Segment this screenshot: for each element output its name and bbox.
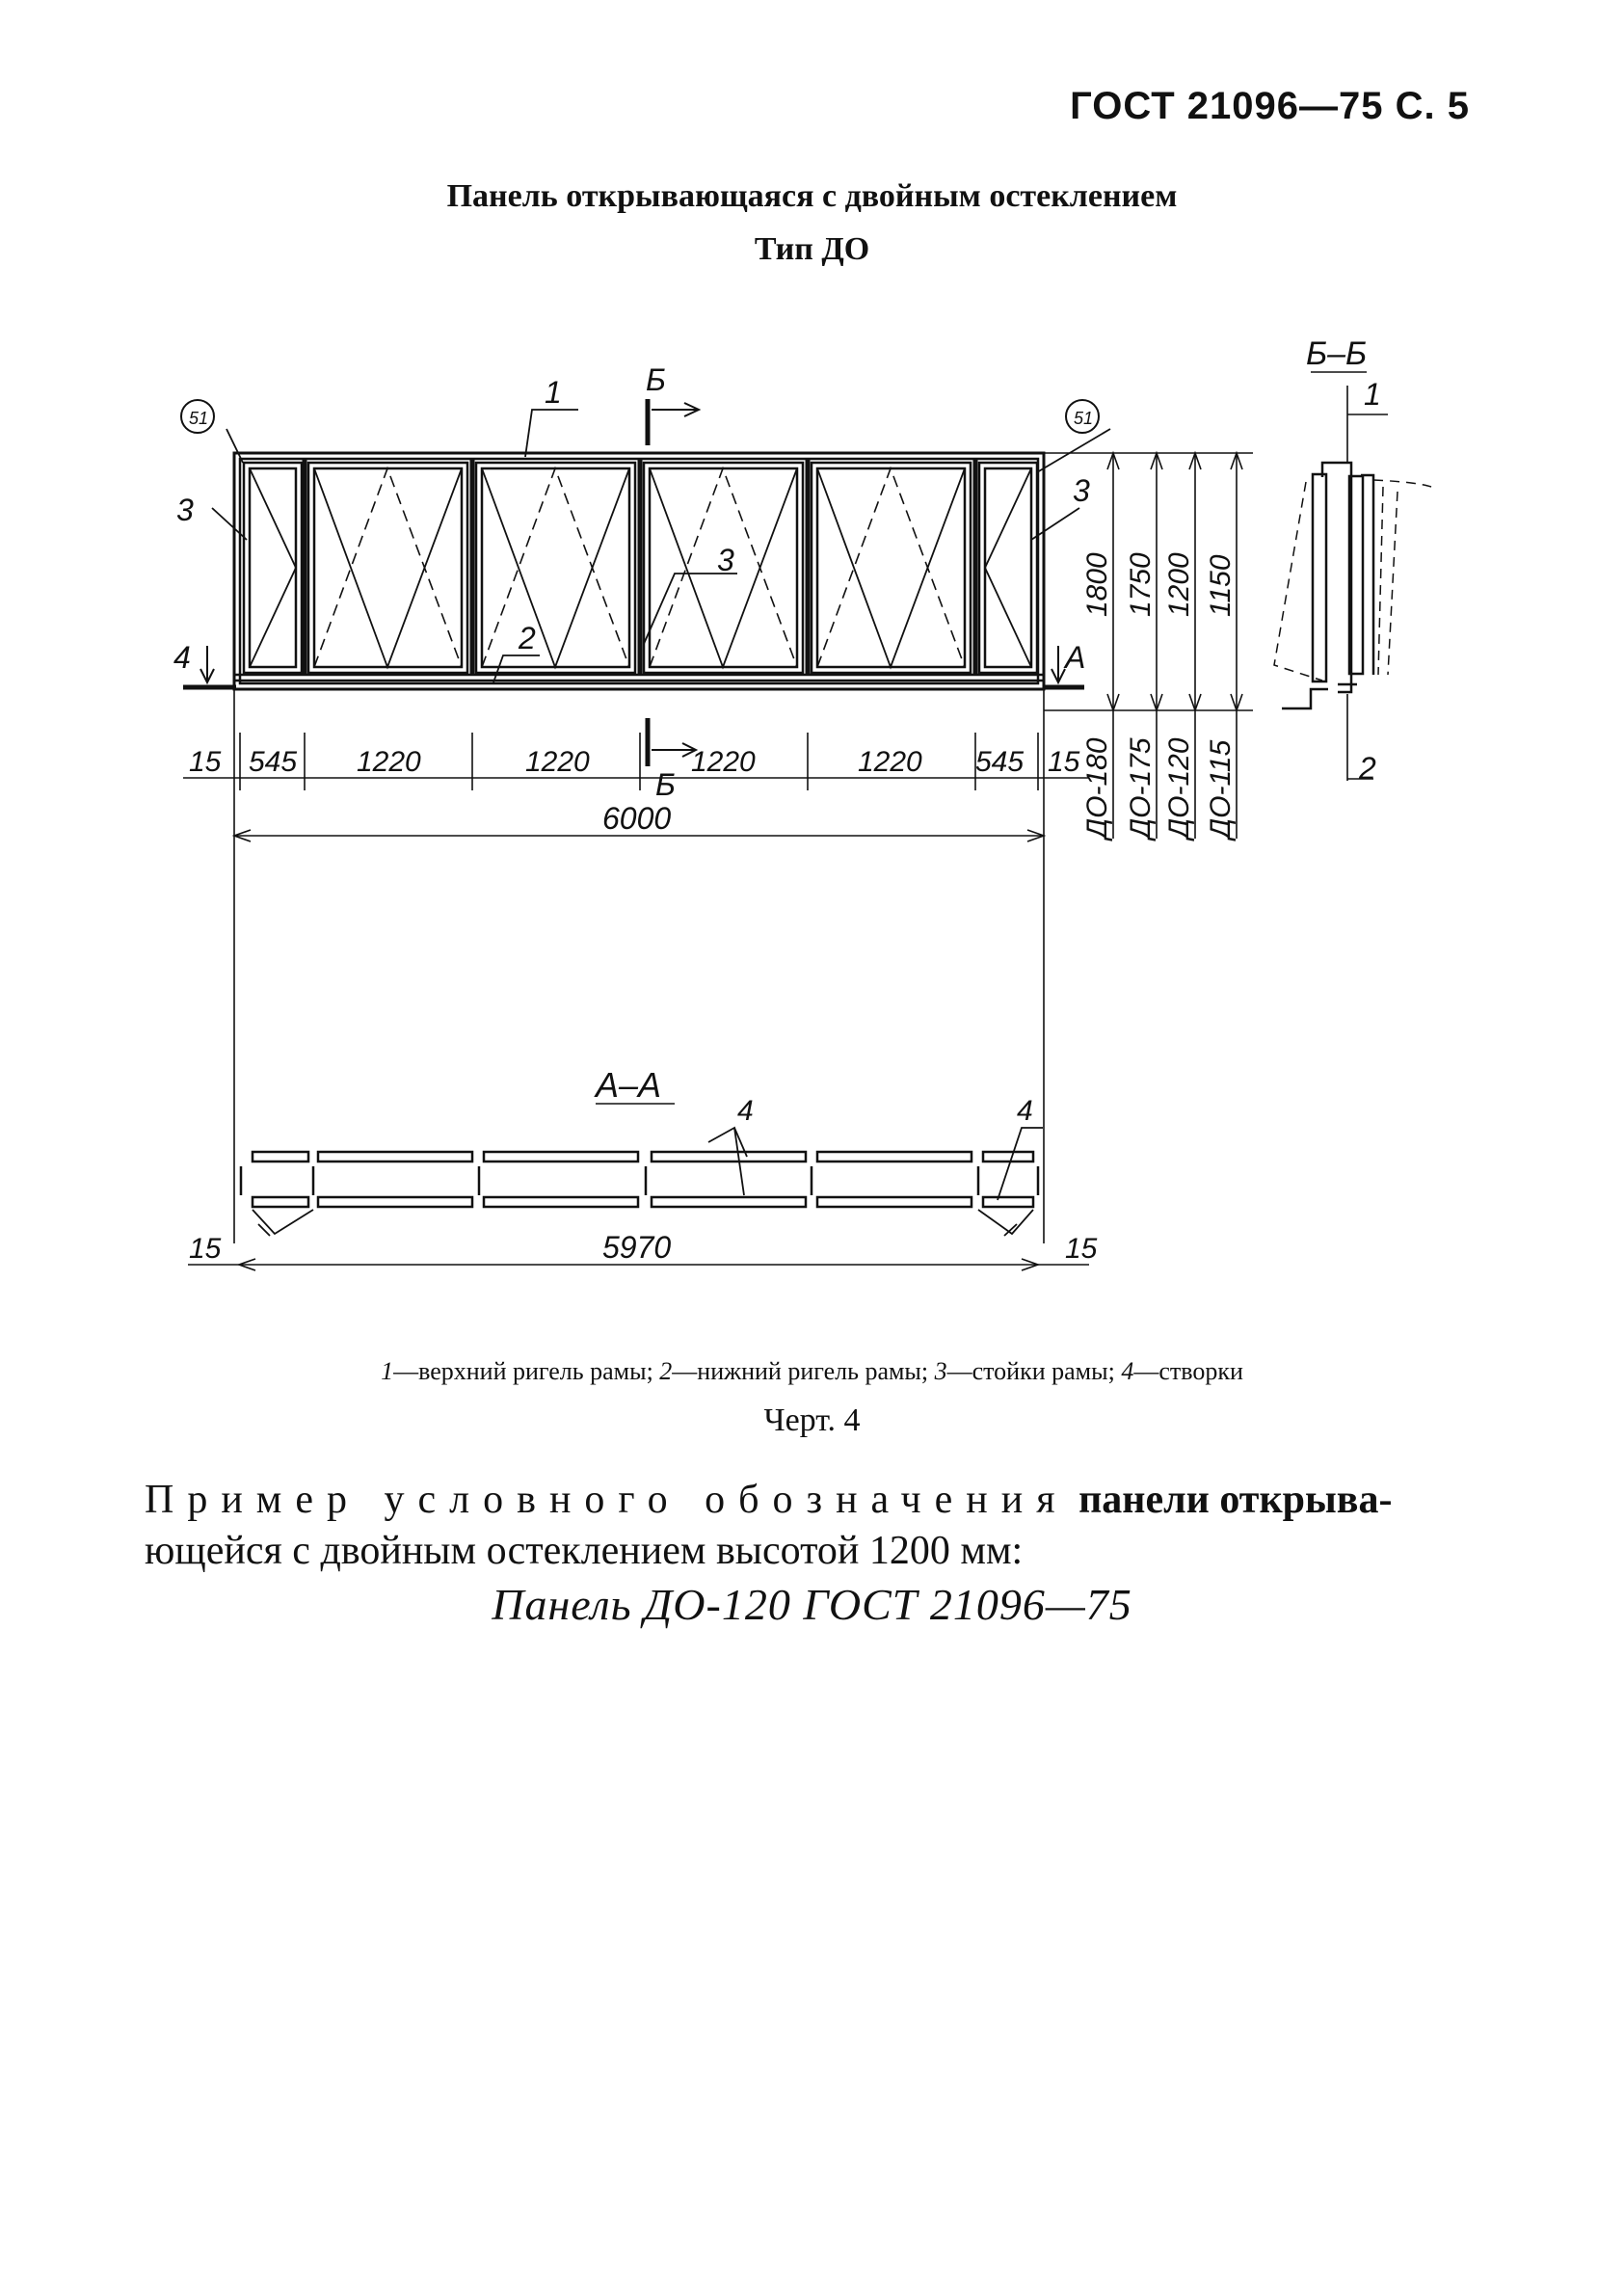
svg-text:3: 3 [1073, 473, 1090, 508]
plan-sash [983, 1152, 1033, 1162]
dim-width: 545 [975, 746, 1025, 778]
sash [476, 463, 635, 673]
svg-text:Б: Б [646, 362, 666, 397]
svg-text:4: 4 [173, 640, 191, 675]
type-code: ДО-115 [1205, 739, 1237, 839]
svg-text:51: 51 [189, 409, 209, 428]
svg-text:15: 15 [189, 1233, 222, 1265]
example-lead: Пример условного обозначения [145, 1478, 1069, 1522]
dim-total-width: 6000 [602, 801, 672, 836]
type-code: ДО-180 [1081, 737, 1113, 839]
svg-text:Б: Б [655, 767, 676, 802]
example-line1-rest: панели открыва- [1078, 1478, 1393, 1522]
figure-label: Черт. 4 [763, 1402, 861, 1438]
sash [308, 463, 467, 673]
type-code: ДО-120 [1163, 737, 1195, 839]
plan-sash [484, 1152, 638, 1162]
legend-caption: 1—верхний ригель рамы; 2—нижний ригель рамы; 3—стойки рамы; 4—створки [381, 1357, 1243, 1385]
example-line2: ющейся с двойным остеклением высотой 1200 мм: [145, 1529, 1024, 1573]
section-bb-label: Б–Б [1306, 335, 1368, 372]
svg-text:15: 15 [1065, 1233, 1098, 1265]
drawing-subtitle: Тип ДО [754, 231, 870, 267]
designation-example: Панель ДО-120 ГОСТ 21096—75 [492, 1580, 1132, 1629]
plan-sash [652, 1152, 806, 1162]
svg-text:1: 1 [1364, 377, 1381, 412]
svg-text:1: 1 [545, 375, 562, 410]
dim-width: 545 [249, 746, 298, 778]
standard-reference: ГОСТ 21096—75 С. 5 [1070, 85, 1470, 127]
svg-text:4: 4 [1017, 1095, 1033, 1127]
svg-text:2: 2 [519, 621, 536, 655]
example-paragraph [145, 1475, 1494, 1525]
svg-text:3: 3 [176, 493, 194, 527]
plan-sash [318, 1152, 472, 1162]
dim-height: 1150 [1205, 554, 1237, 617]
plan-sash [817, 1152, 972, 1162]
plan-sash [253, 1152, 308, 1162]
dim-width: 1220 [357, 746, 421, 778]
dim-height: 1750 [1125, 552, 1157, 617]
sash [812, 463, 971, 673]
sash [244, 463, 302, 673]
type-code: ДО-175 [1125, 737, 1157, 839]
dim-width: 15 [189, 746, 222, 778]
svg-text:3: 3 [717, 543, 734, 577]
dim-width: 1220 [858, 746, 922, 778]
drawing-title: Панель открывающаяся с двойным остеклением [446, 178, 1178, 214]
svg-text:2: 2 [1359, 751, 1376, 786]
svg-text:А: А [1065, 640, 1086, 675]
dim-width: 1220 [691, 746, 756, 778]
dim-width: 1220 [525, 746, 590, 778]
dim-height: 1800 [1081, 552, 1113, 617]
section-aa-label: А–А [596, 1065, 662, 1105]
svg-text:51: 51 [1074, 409, 1094, 428]
dim-height: 1200 [1163, 552, 1195, 617]
sash [979, 463, 1037, 673]
svg-text:4: 4 [737, 1095, 754, 1127]
dim-width: 15 [1048, 746, 1080, 778]
dim-plan-width: 5970 [602, 1230, 672, 1265]
